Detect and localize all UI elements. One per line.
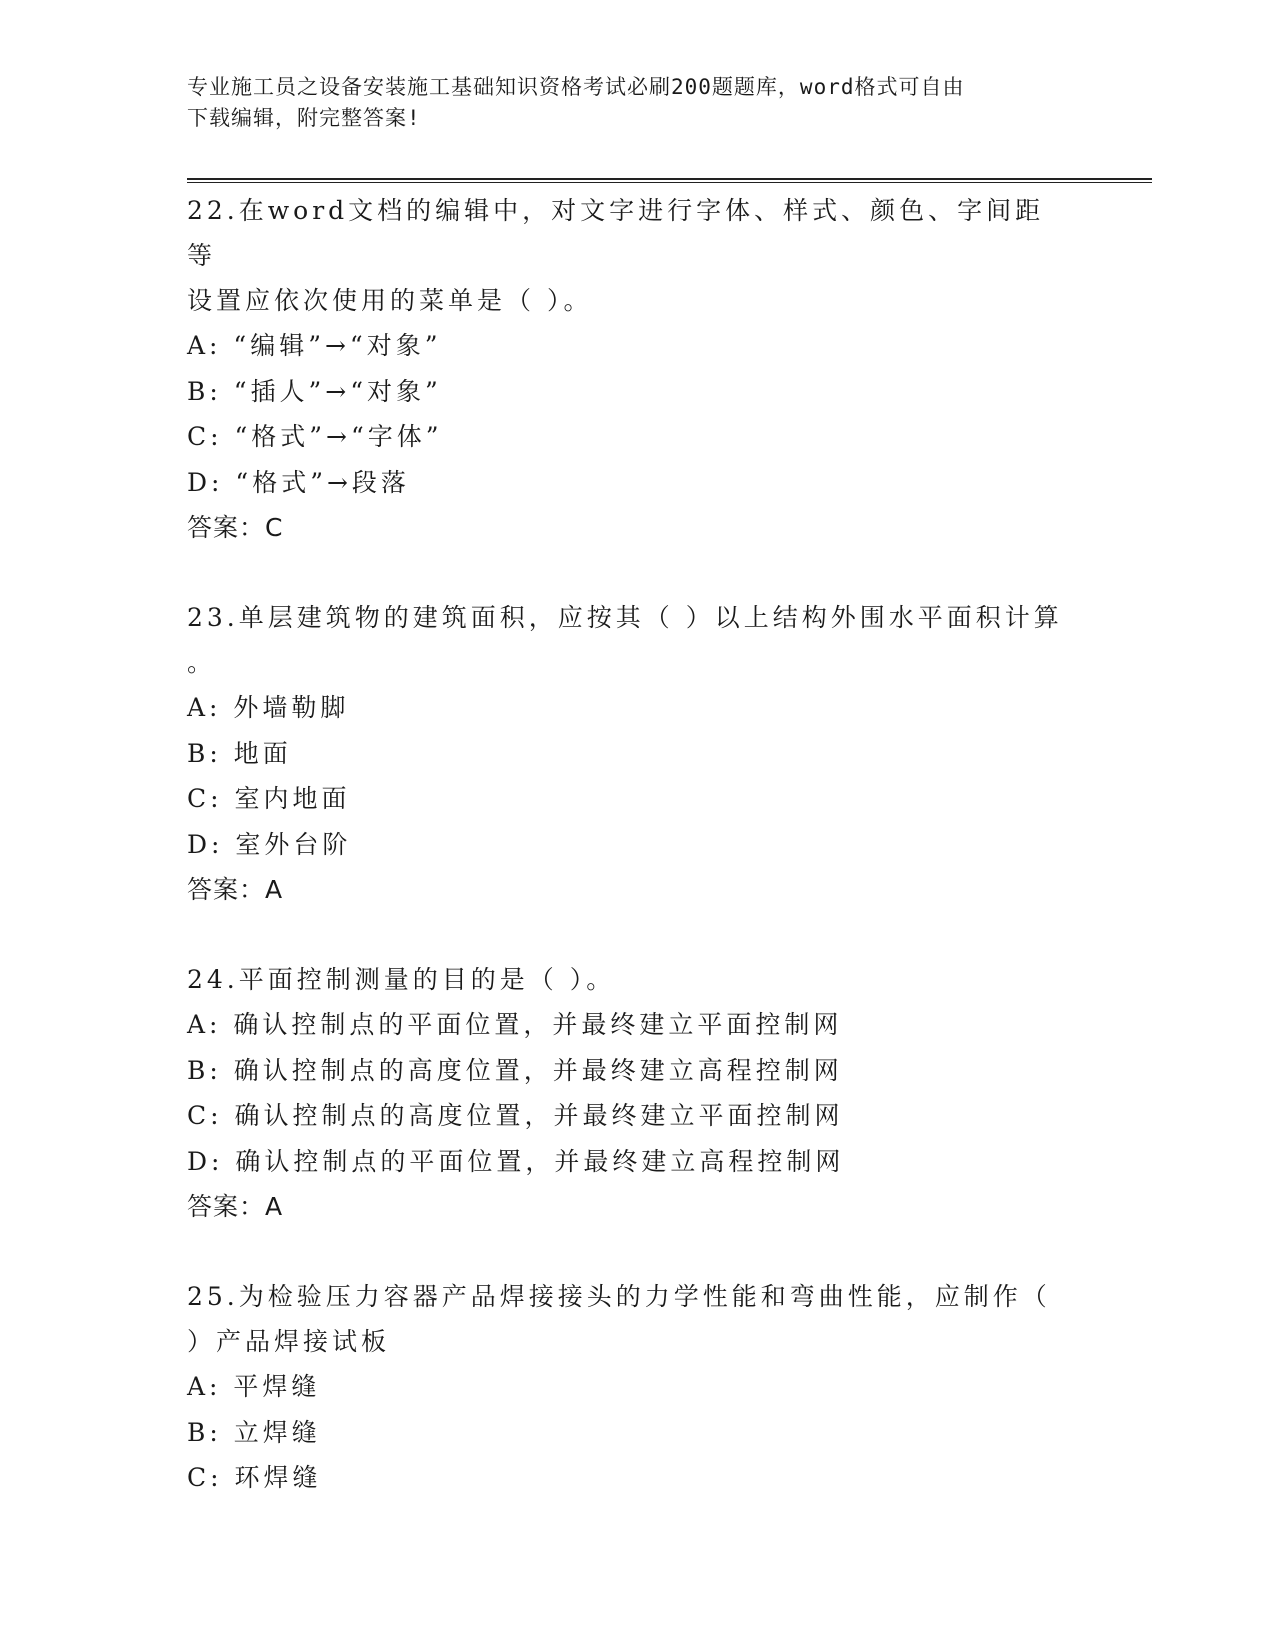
option-c: C: “格式”→“字体” <box>187 422 443 451</box>
answer: 答案：A <box>187 875 284 904</box>
option-a: A: “编辑”→“对象” <box>187 331 442 360</box>
stem-line: 23.单层建筑物的建筑面积，应按其（ ）以上结构外围水平面积计算 <box>187 603 1063 632</box>
stem-line: 设置应依次使用的菜单是（ ）。 <box>187 286 593 315</box>
option-d: D: 室外台阶 <box>187 829 352 859</box>
answer: 答案：A <box>187 1192 284 1221</box>
option-c: C: 确认控制点的高度位置，并最终建立平面控制网 <box>187 1101 844 1130</box>
question-stem <box>187 957 1067 1002</box>
header-line-1: 专业施工员之设备安装施工基础知识资格考试必刷200题题库，word格式可自由 <box>187 75 965 99</box>
option-b: B: “插人”→“对象” <box>187 376 442 406</box>
stem-line: 25.为检验压力容器产品焊接接头的力学性能和弯曲性能，应制作（ <box>187 1282 1051 1311</box>
stem-line: 22.在word文档的编辑中，对文字进行字体、样式、颜色、字间距等 <box>187 196 1045 270</box>
question-22 <box>187 188 1067 550</box>
question-stem <box>187 188 1067 323</box>
option-b: B: 地面 <box>187 738 292 768</box>
answer: 答案：C <box>187 513 284 542</box>
option-b: B: 立焊缝 <box>187 1417 321 1447</box>
option-d: D: 确认控制点的平面位置，并最终建立高程控制网 <box>187 1146 845 1176</box>
option-d: D: “格式”→段落 <box>187 467 410 497</box>
question-25 <box>187 1274 1067 1501</box>
question-stem <box>187 1274 1067 1364</box>
question-gap <box>187 912 1067 957</box>
option-c: C: 室内地面 <box>187 784 351 813</box>
question-gap <box>187 1229 1067 1274</box>
option-c: C: 环焊缝 <box>187 1463 322 1492</box>
question-23 <box>187 595 1067 912</box>
header-rule-thin <box>187 182 1152 183</box>
option-a: A: 平焊缝 <box>187 1372 321 1401</box>
stem-line: 。 <box>187 648 217 677</box>
header-line-2: 下载编辑，附完整答案! <box>187 106 421 130</box>
question-list <box>187 188 1067 1501</box>
option-a: A: 外墙勒脚 <box>187 693 350 722</box>
document-header <box>187 72 1067 134</box>
stem-line: ）产品焊接试板 <box>187 1327 391 1356</box>
question-gap <box>187 550 1067 595</box>
question-stem <box>187 595 1067 685</box>
question-24 <box>187 957 1067 1229</box>
option-b: B: 确认控制点的高度位置，并最终建立高程控制网 <box>187 1055 843 1085</box>
stem-line: 24.平面控制测量的目的是（ ）。 <box>187 965 616 994</box>
option-a: A: 确认控制点的平面位置，并最终建立平面控制网 <box>187 1010 843 1039</box>
header-rule-thick <box>187 178 1152 180</box>
